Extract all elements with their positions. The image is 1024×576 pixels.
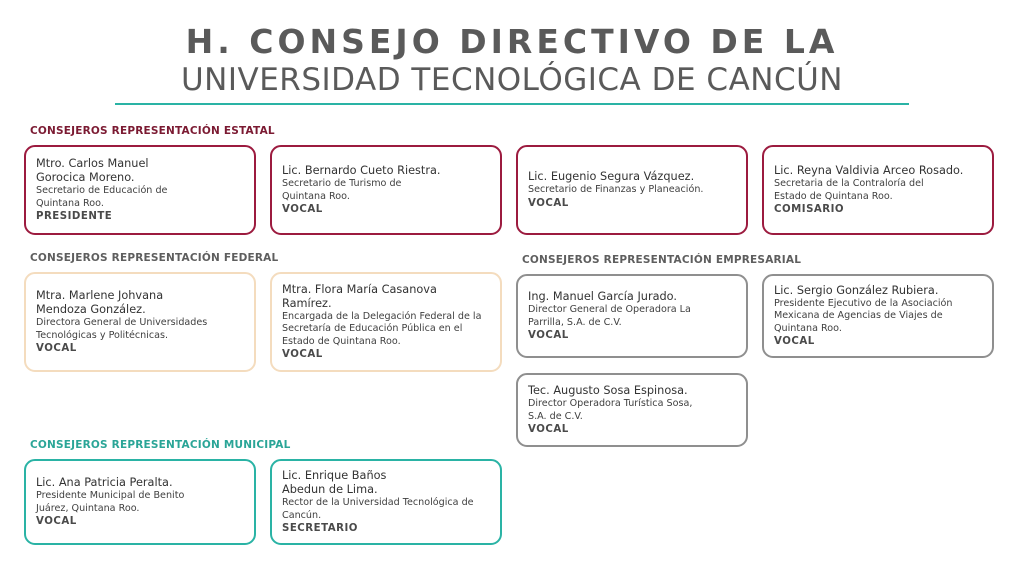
member-role: PRESIDENTE — [36, 211, 113, 222]
member-name: Lic. Eugenio Segura Vázquez. — [528, 170, 695, 184]
section-title-empresarial: CONSEJEROS REPRESENTACIÓN EMPRESARIAL — [522, 254, 802, 266]
member-description: Secretario de Educación de Quintana Roo. — [36, 185, 168, 209]
member-role: VOCAL — [528, 424, 569, 435]
member-name: Ing. Manuel García Jurado. — [528, 290, 677, 303]
title-divider — [115, 103, 909, 105]
member-description: Secretaria de la Contraloría del Estado de Quintana Roo. — [774, 178, 924, 202]
member-description: Secretario de Turismo de Quintana Roo. — [282, 178, 402, 202]
member-name: Lic. Reyna Valdivia Arceo Rosado. — [774, 164, 964, 177]
member-description: Director Operadora Turística Sosa, S.A. de C.V. — [528, 398, 693, 422]
member-name: Lic. Ana Patricia Peralta. — [36, 476, 173, 489]
member-role: VOCAL — [774, 336, 815, 348]
member-card — [762, 145, 994, 235]
member-name: Mtra. Marlene Johvana Mendoza González. — [36, 289, 164, 316]
member-name: Tec. Augusto Sosa Espinosa. — [528, 384, 688, 397]
member-card — [516, 373, 748, 447]
member-name: Lic. Enrique Baños Abedun de Lima. — [282, 469, 387, 496]
member-name: Mtro. Carlos Manuel Gorocica Moreno. — [36, 157, 149, 184]
member-card — [270, 272, 502, 372]
section-title-municipal: CONSEJEROS REPRESENTACIÓN MUNICIPAL — [30, 439, 291, 451]
section-title-estatal: CONSEJEROS REPRESENTACIÓN ESTATAL — [30, 125, 275, 137]
member-card — [24, 272, 256, 372]
member-description: Director General de Operadora La Parrilla, S.A. de C.V. — [528, 304, 691, 328]
member-name: Mtra. Flora María Casanova Ramírez. — [282, 282, 437, 310]
member-description: Encargada de la Delegación Federal de la Secretaría de Educación Pública en el Estado de Quintana Roo. — [282, 310, 482, 347]
member-name: Lic. Sergio González Rubiera. — [774, 283, 939, 297]
member-description: Secretario de Finanzas y Planeación. — [528, 184, 704, 196]
member-role: VOCAL — [528, 197, 569, 209]
member-role: VOCAL — [528, 330, 569, 341]
page-title: H. CONSEJO DIRECTIVO DE LA — [185, 22, 839, 61]
section-title-federal: CONSEJEROS REPRESENTACIÓN FEDERAL — [30, 252, 279, 264]
member-description: Directora General de Universidades Tecnológicas y Politécnicas. — [36, 317, 208, 341]
page-subtitle: UNIVERSIDAD TECNOLÓGICA DE CANCÚN — [180, 62, 843, 98]
member-role: VOCAL — [282, 204, 323, 215]
member-description: Presidente Municipal de Benito Juárez, Quintana Roo. — [36, 490, 185, 514]
member-card — [270, 459, 502, 545]
member-role: VOCAL — [282, 349, 323, 361]
member-role: COMISARIO — [774, 204, 845, 215]
member-card — [516, 274, 748, 358]
member-card — [24, 459, 256, 545]
member-card — [762, 274, 994, 358]
member-description: Presidente Ejecutivo de la Asociación Mexicana de Agencias de Viajes de Quintana Roo. — [774, 297, 953, 334]
member-name: Lic. Bernardo Cueto Riestra. — [282, 164, 441, 177]
member-role: VOCAL — [36, 343, 77, 354]
member-card — [516, 145, 748, 235]
member-role: VOCAL — [36, 516, 77, 527]
member-role: SECRETARIO — [282, 523, 358, 534]
member-card — [270, 145, 502, 235]
member-card — [24, 145, 256, 235]
member-description: Rector de la Universidad Tecnológica de Cancún. — [282, 497, 474, 521]
